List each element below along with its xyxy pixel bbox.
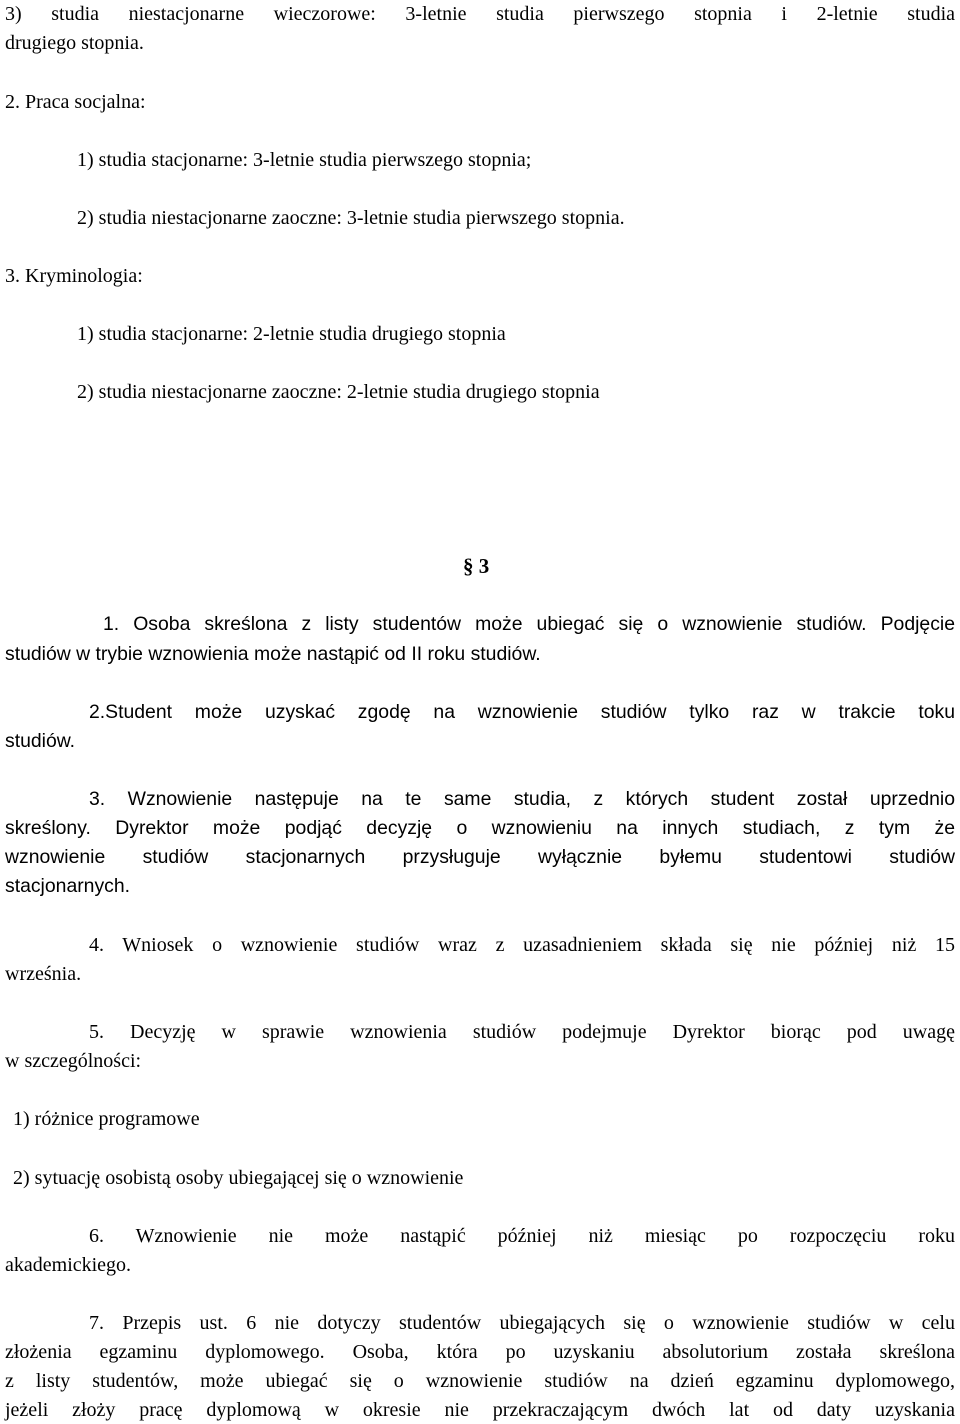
text-line: drugiego stopnia.: [5, 32, 144, 54]
paragraph-line: skreślony. Dyrektor może podjąć decyzję o wznowieniu na innych studiach, z tym że: [5, 817, 955, 839]
list-item: 1) różnice programowe: [13, 1108, 200, 1130]
text-line: 3) studia niestacjonarne wieczorowe: 3-letnie studia pierwszego stopnia i 2-letnie studia: [5, 3, 955, 25]
list-item: 2) sytuację osobistą osoby ubiegającej się o wznowienie: [13, 1167, 464, 1189]
paragraph-line: studiów.: [5, 730, 76, 752]
paragraph-line: jeżeli złoży pracę dyplomową w okresie nie przekraczającym dwóch lat od daty uzyskania: [5, 1399, 955, 1421]
paragraph-line: akademickiego.: [5, 1254, 132, 1276]
paragraph-line: wznowienie studiów stacjonarnych przysługuje wyłącznie byłemu studentowi studiów: [5, 846, 955, 868]
paragraph-line: 4. Wniosek o wznowienie studiów wraz z uzasadnieniem składa się nie później niż 15: [89, 934, 955, 956]
list-item: 2) studia niestacjonarne zaoczne: 2-letnie studia drugiego stopnia: [77, 381, 600, 403]
paragraph-line: studiów w trybie wznowienia może nastąpić od II roku studiów.: [5, 643, 541, 665]
list-item: 1) studia stacjonarne: 2-letnie studia drugiego stopnia: [77, 323, 506, 345]
paragraph-line: 5. Decyzję w sprawie wznowienia studiów podejmuje Dyrektor biorąc pod uwagę: [89, 1021, 955, 1043]
paragraph-line: w szczególności:: [5, 1050, 142, 1072]
paragraph-line: stacjonarnych.: [5, 875, 131, 897]
paragraph-line: 3. Wznowienie następuje na te same studia, z których student został uprzednio: [89, 788, 955, 810]
list-item: 2) studia niestacjonarne zaoczne: 3-letnie studia pierwszego stopnia.: [77, 207, 625, 229]
paragraph-line: złożenia egzaminu dyplomowego. Osoba, która po uzyskaniu absolutorium została skreślona: [5, 1341, 955, 1363]
paragraph-line: 6. Wznowienie nie może nastąpić później niż miesiąc po rozpoczęciu roku: [89, 1225, 955, 1247]
paragraph-line: 2.Student może uzyskać zgodę na wznowienie studiów tylko raz w trakcie toku: [89, 701, 955, 723]
list-heading: 2. Praca socjalna:: [5, 91, 146, 113]
section-heading: § 3: [463, 554, 490, 578]
list-item: 1) studia stacjonarne: 3-letnie studia pierwszego stopnia;: [77, 149, 532, 171]
paragraph-line: 1. Osoba skreślona z listy studentów może ubiegać się o wznowienie studiów. Podjęcie: [103, 613, 955, 635]
paragraph-line: z listy studentów, może ubiegać się o wznowienie studiów na dzień egzaminu dyplomowego,: [5, 1370, 955, 1392]
paragraph-line: 7. Przepis ust. 6 nie dotyczy studentów ubiegających się o wznowienie studiów w celu: [89, 1312, 955, 1334]
paragraph-line: września.: [5, 963, 82, 985]
list-heading: 3. Kryminologia:: [5, 265, 143, 287]
